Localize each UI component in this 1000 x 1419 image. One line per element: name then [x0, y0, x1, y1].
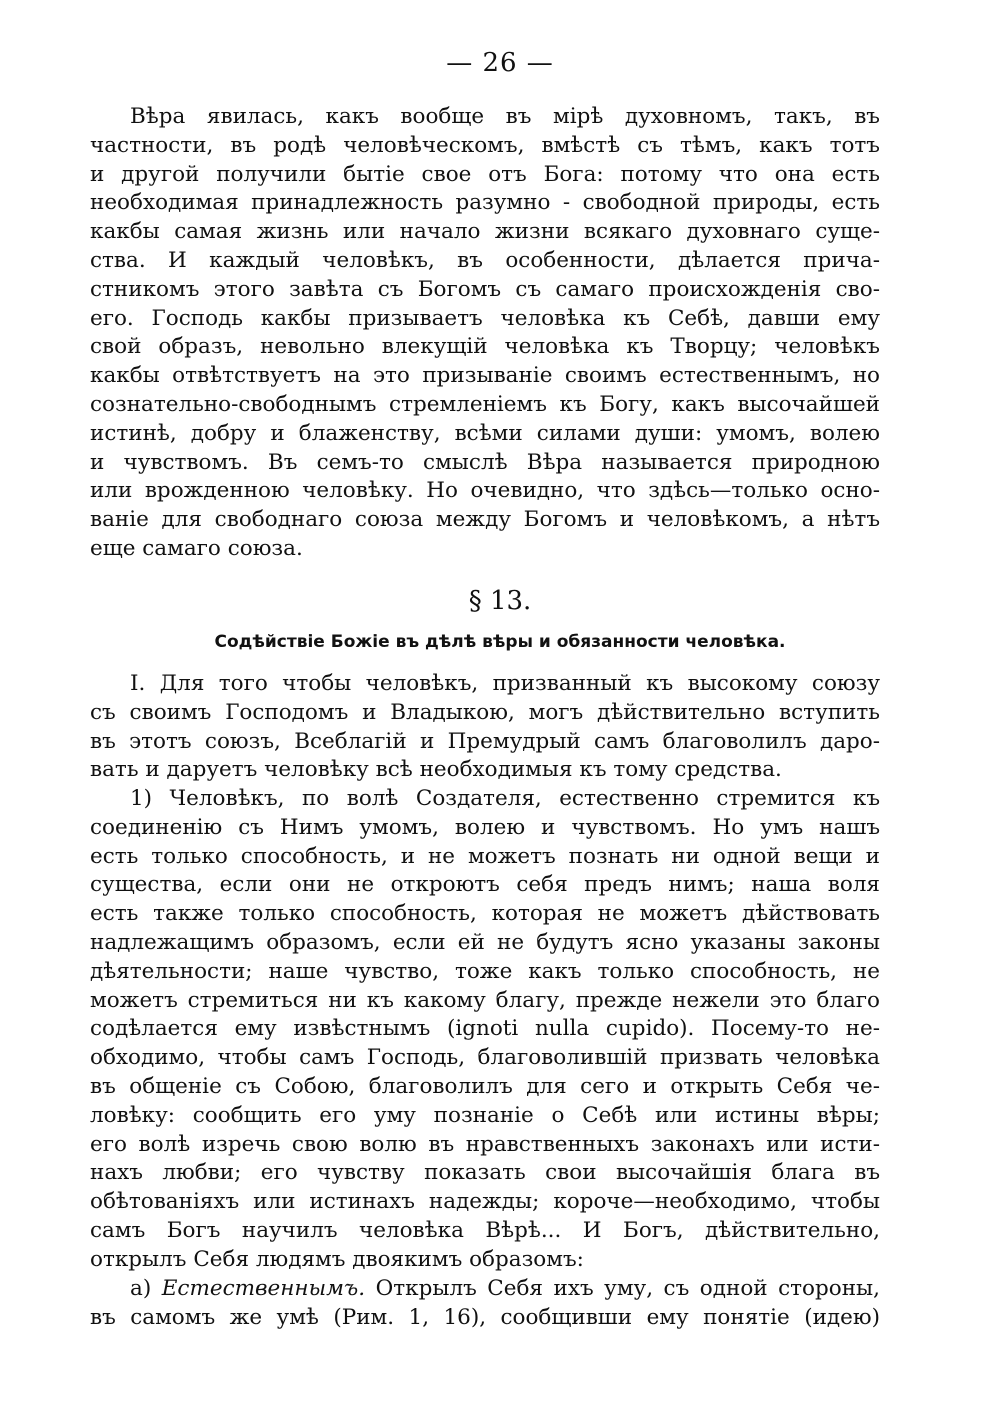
text-line: обходимо, чтобы самъ Господь, благоволившій призвать человѣка — [90, 1045, 880, 1071]
text-line: содѣлается ему извѣстнымъ (ignoti nulla cupido). Посему-то не- — [90, 1016, 880, 1042]
text-line: самъ Богъ научилъ человѣка Вѣрѣ... И Богъ, дѣйствительно, — [90, 1217, 880, 1243]
text-line: истинѣ, добру и блаженству, всѣми силами души: умомъ, волею — [90, 420, 880, 446]
text-line: дѣятельности; наше чувство, тоже какъ только способность, не — [90, 958, 880, 984]
text-line: еще самаго союза. — [90, 535, 303, 561]
text-line: вать и даруетъ человѣку всѣ необходимыя къ тому средства. — [90, 757, 782, 783]
paragraph-point-a — [90, 1275, 880, 1333]
text-line: соединенію съ Нимъ умомъ, волею и чувствомъ. Но умъ нашъ — [90, 814, 880, 840]
text-line: а) Естественнымъ. Открылъ Себя ихъ уму, съ одной стороны, — [130, 1276, 880, 1301]
paragraph-divine-assistance — [90, 670, 880, 785]
paragraph-point-1 — [90, 785, 880, 1275]
paragraph-faith-origin — [90, 103, 880, 564]
text-line: частности, въ родѣ человѣческомъ, вмѣстѣ съ тѣмъ, какъ тотъ — [90, 132, 880, 158]
text-line: въ самомъ же умѣ (Рим. 1, 16), сообщивши ему понятіе (идею) — [90, 1304, 880, 1330]
section-title: Содѣйствіе Божіе въ дѣлѣ вѣры и обязанности человѣка. — [214, 632, 786, 652]
text-line: есть только способность, и не можетъ познать ни одной вещи и — [90, 843, 880, 869]
text-line: въ этотъ союзъ, Всеблагій и Премудрый самъ благоволилъ даро- — [90, 728, 880, 754]
text-line: Вѣра явилась, какъ вообще въ мірѣ духовномъ, такъ, въ — [130, 104, 880, 129]
page-number: — 26 — — [446, 48, 554, 78]
text-line: существа, если они не откроютъ себя предъ нимъ; наша воля — [90, 872, 880, 898]
text-line: надлежащимъ образомъ, если ей не будутъ ясно указаны законы — [90, 929, 880, 955]
text-line: I. Для того чтобы человѣкъ, призванный къ высокому союзу — [130, 671, 880, 696]
section-number: § 13. — [468, 586, 532, 616]
text-line: нахъ любви; его чувству показать свои высочайшія блага въ — [90, 1160, 880, 1186]
text-line: необходимая принадлежность разумно - свободной природы, есть — [90, 190, 880, 216]
text-line: въ общеніе съ Собою, благоволилъ для сего и открыть Себя че- — [90, 1073, 880, 1099]
text-line: или врожденною человѣку. Но очевидно, что здѣсь—только осно- — [90, 478, 880, 504]
text-line: и чувствомъ. Въ семъ-то смыслѣ Вѣра называется природною — [90, 449, 880, 475]
text-line: его волѣ изречь свою волю въ нравственныхъ законахъ или исти- — [90, 1131, 880, 1157]
text-line: какбы отвѣтствуетъ на это призываніе своимъ естественнымъ, но — [90, 363, 880, 389]
emphasis-natural: Естественнымъ. — [161, 1276, 366, 1301]
text-line: открылъ Себя людямъ двоякимъ образомъ: — [90, 1246, 584, 1272]
text-line: съ своимъ Господомъ и Владыкою, могъ дѣйствительно вступить — [90, 699, 880, 725]
text-line: есть также только способность, которая не можетъ дѣйствовать — [90, 901, 880, 927]
text-line: 1) Человѣкъ, по волѣ Создателя, естественно стремится къ — [130, 786, 880, 811]
text-line: и другой получили бытіе свое отъ Бога: потому что она есть — [90, 161, 880, 187]
text-line: ловѣку: сообщить его уму познаніе о Себѣ или истины вѣры; — [90, 1102, 880, 1128]
text-line: сознательно-свободнымъ стремленіемъ къ Богу, какъ высочайшей — [90, 391, 880, 417]
text-line: свой образъ, невольно влекущій человѣка къ Творцу; человѣкъ — [90, 334, 880, 360]
text-line: обѣтованіяхъ или истинахъ надежды; короче—необходимо, чтобы — [90, 1189, 880, 1215]
text-line: его. Господь какбы призываетъ человѣка къ Себѣ, давши ему — [90, 305, 880, 331]
text-line: можетъ стремиться ни къ какому благу, прежде нежели это благо — [90, 987, 880, 1013]
text-line: какбы самая жизнь или начало жизни всякаго духовнаго суще- — [90, 219, 880, 245]
text-line: стникомъ этого завѣта съ Богомъ съ самаго происхожденія сво- — [90, 276, 880, 302]
text-line: ства. И каждый человѣкъ, въ особенности, дѣлается прича- — [90, 247, 880, 273]
text-line: ваніе для свободнаго союза между Богомъ и человѣкомъ, а нѣтъ — [90, 507, 880, 533]
